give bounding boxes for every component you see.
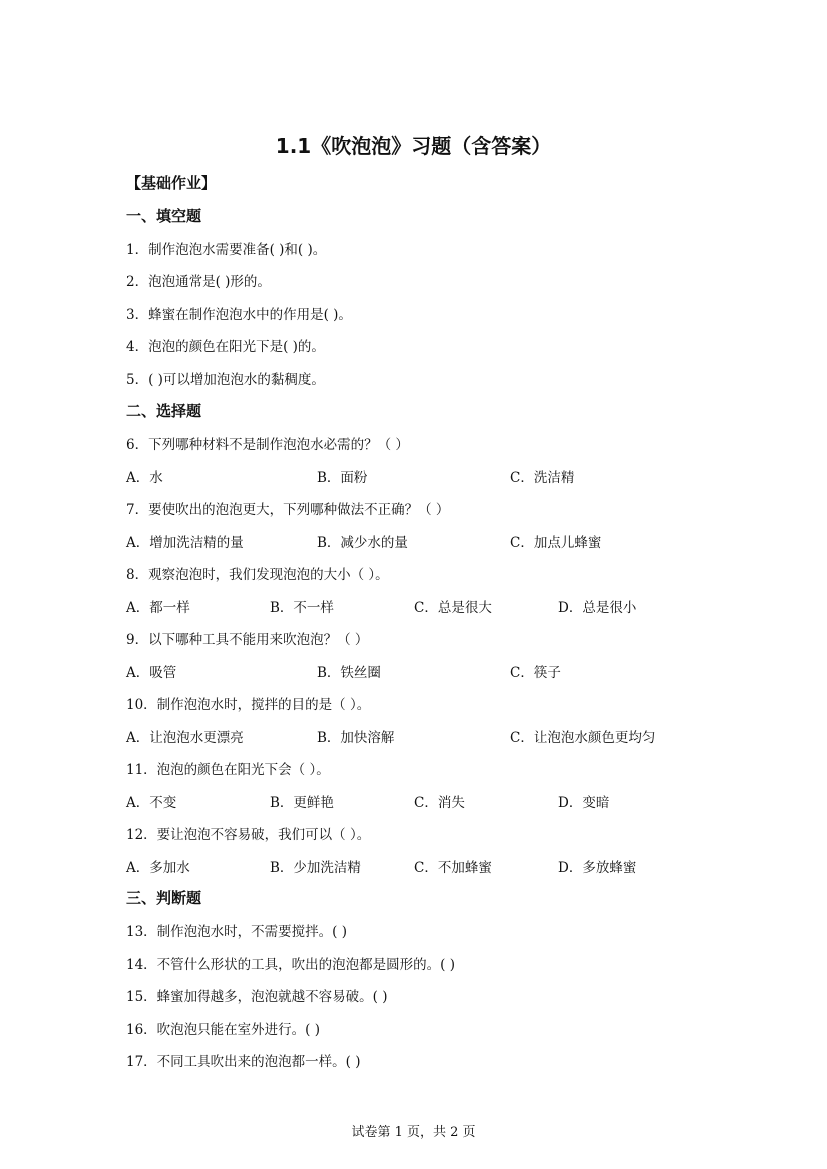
question-13: 13．制作泡泡水时，不需要搅拌。( ) [126, 924, 348, 940]
section-tag: 【基础作业】 [126, 174, 217, 192]
question-11: 11．泡泡的颜色在阳光下会（ ）。 [126, 762, 330, 778]
question-6: 6．下列哪种材料不是制作泡泡水必需的？（ ） [126, 437, 409, 453]
page-title: 1.1《吹泡泡》习题（含答案） [275, 134, 552, 158]
question-10: 10．制作泡泡水时，搅拌的目的是（ ）。 [126, 697, 371, 713]
q8-option-a: A．都一样 [126, 600, 190, 616]
q11-option-b: B．更鲜艳 [270, 795, 334, 811]
q9-option-c: C．筷子 [510, 665, 561, 681]
question-2: 2．泡泡通常是( )形的。 [126, 274, 271, 290]
question-4: 4．泡泡的颜色在阳光下是( )的。 [126, 339, 325, 355]
q12-option-b: B．少加洗洁精 [270, 860, 361, 876]
page-footer: 试卷第 1 页，共 2 页 [351, 1125, 476, 1140]
question-5: 5．( )可以增加泡泡水的黏稠度。 [126, 372, 325, 388]
q7-option-c: C．加点儿蜂蜜 [510, 535, 602, 551]
question-1: 1．制作泡泡水需要准备( )和( )。 [126, 242, 327, 258]
question-9: 9．以下哪种工具不能用来吹泡泡？（ ） [126, 632, 369, 648]
section-heading-choice: 二、选择题 [126, 402, 202, 420]
q12-option-d: D．多放蜂蜜 [558, 860, 637, 876]
q8-option-c: C．总是很大 [414, 600, 492, 616]
q10-option-a: A．让泡泡水更漂亮 [126, 730, 244, 746]
q8-option-d: D．总是很小 [558, 600, 637, 616]
question-16: 16．吹泡泡只能在室外进行。( ) [126, 1022, 321, 1038]
q7-option-a: A．增加洗洁精的量 [126, 535, 244, 551]
q6-option-b: B．面粉 [317, 470, 368, 486]
question-15: 15．蜂蜜加得越多，泡泡就越不容易破。( ) [126, 989, 388, 1005]
q12-option-a: A．多加水 [126, 860, 190, 876]
q10-option-b: B．加快溶解 [317, 730, 395, 746]
q11-option-c: C．消失 [414, 795, 465, 811]
q12-option-c: C．不加蜂蜜 [414, 860, 492, 876]
q11-option-d: D．变暗 [558, 795, 610, 811]
q11-option-a: A．不变 [126, 795, 177, 811]
question-12: 12．要让泡泡不容易破，我们可以（ ）。 [126, 827, 371, 843]
q9-option-b: B．铁丝圈 [317, 665, 381, 681]
q7-option-b: B．减少水的量 [317, 535, 408, 551]
question-8: 8．观察泡泡时，我们发现泡泡的大小（ ）。 [126, 567, 389, 583]
question-14: 14．不管什么形状的工具，吹出的泡泡都是圆形的。( ) [126, 957, 456, 973]
q10-option-c: C．让泡泡水颜色更均匀 [510, 730, 656, 746]
question-17: 17．不同工具吹出来的泡泡都一样。( ) [126, 1054, 361, 1070]
question-7: 7．要使吹出的泡泡更大，下列哪种做法不正确？（ ） [126, 502, 450, 518]
section-heading-fill: 一、填空题 [126, 207, 202, 225]
q6-option-a: A．水 [126, 470, 163, 486]
q9-option-a: A．吸管 [126, 665, 177, 681]
section-heading-judge: 三、判断题 [126, 889, 202, 907]
question-3: 3．蜂蜜在制作泡泡水中的作用是( )。 [126, 307, 352, 323]
q8-option-b: B．不一样 [270, 600, 334, 616]
q6-option-c: C．洗洁精 [510, 470, 575, 486]
